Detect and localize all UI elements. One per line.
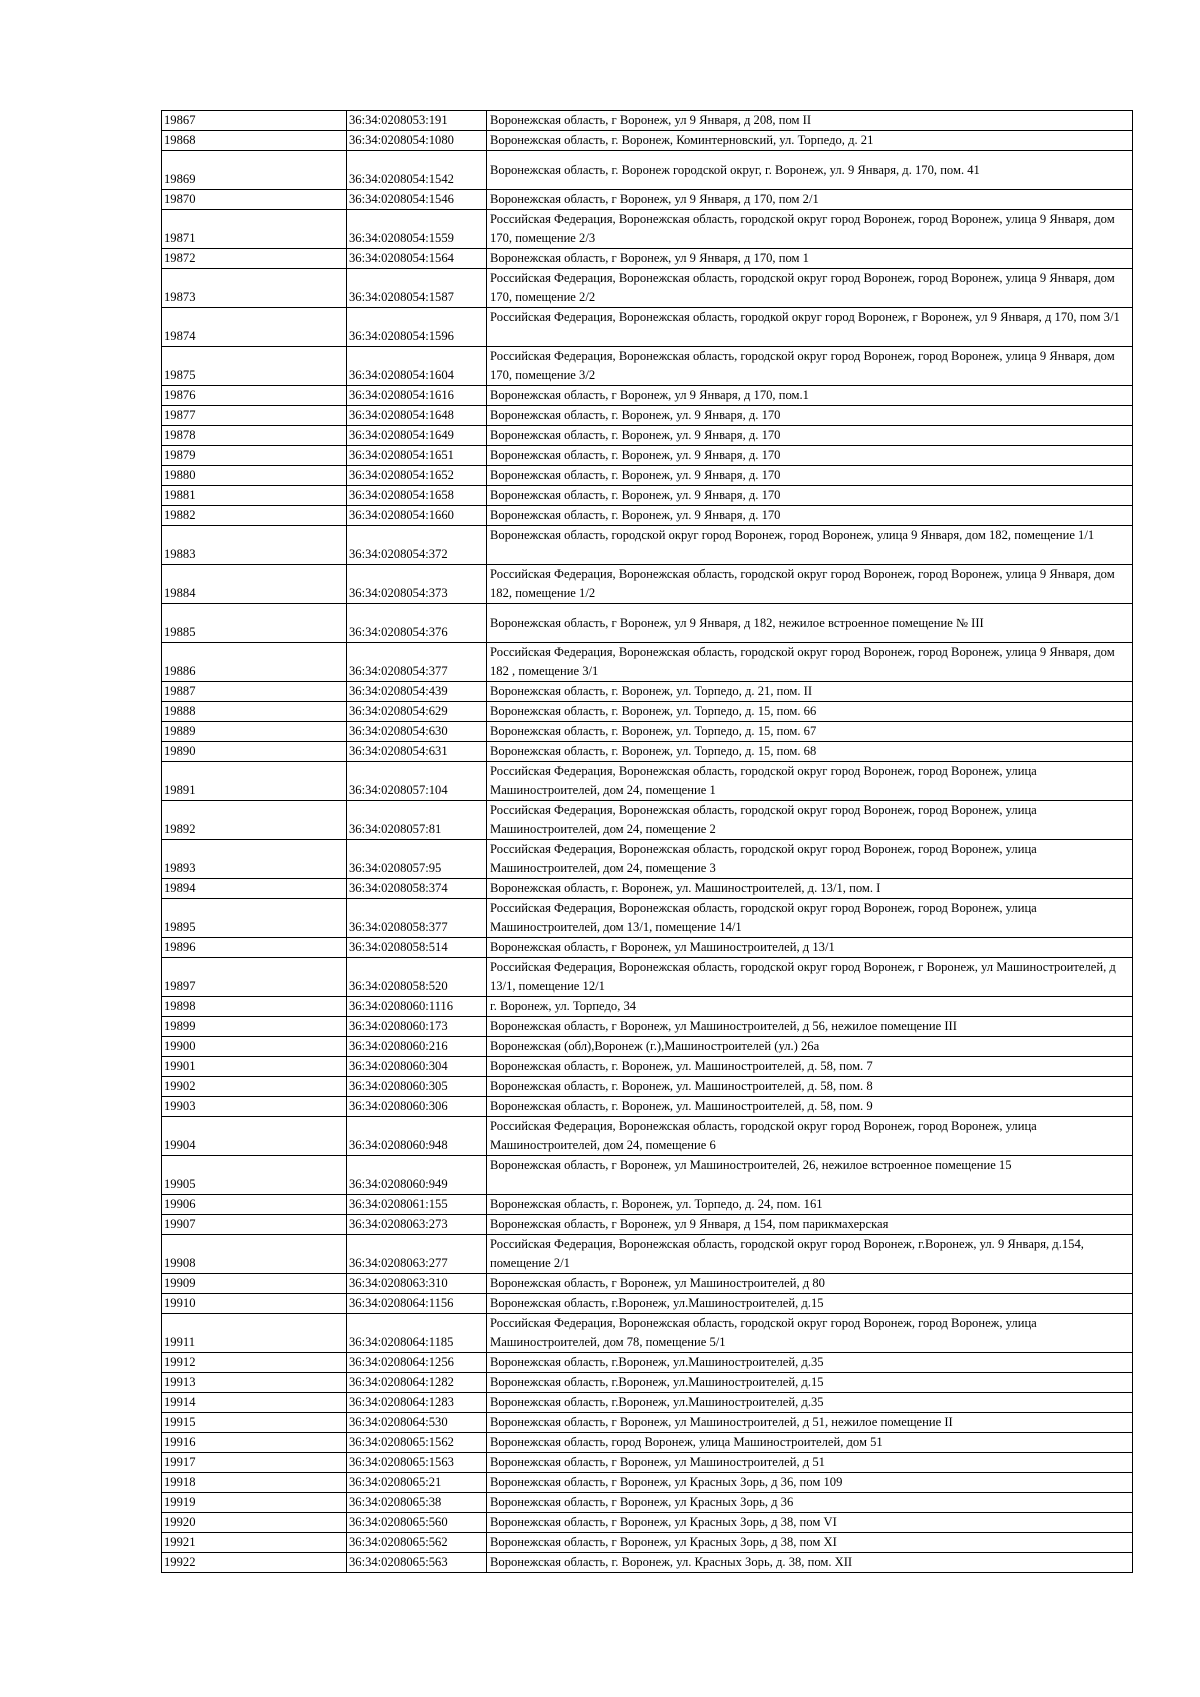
row-number-cell: 19889 <box>162 722 347 742</box>
table-row <box>162 1017 1133 1037</box>
row-number-cell: 19897 <box>162 958 347 997</box>
table-row <box>162 604 1133 643</box>
table-row <box>162 1215 1133 1235</box>
address-cell: Воронежская область, городской округ город Воронеж, город Воронеж, улица 9 Января, дом 182, помещение 1/1 <box>487 526 1133 565</box>
address-cell: Воронежская область, г. Воронеж, Коминтерновский, ул. Торпедо, д. 21 <box>487 131 1133 151</box>
cadastral-number-cell: 36:34:0208053:191 <box>347 111 487 131</box>
address-cell: Российская Федерация, Воронежская область, городской округ город Воронеж, город Воронеж, улица Машиностроителей, дом 24, помещение 6 <box>487 1117 1133 1156</box>
table-row <box>162 1117 1133 1156</box>
address-cell: Воронежская область, г.Воронеж, ул.Машиностроителей, д.15 <box>487 1373 1133 1393</box>
row-number-cell: 19884 <box>162 565 347 604</box>
address-cell: Воронежская область, г. Воронеж, ул. Машиностроителей, д. 58, пом. 9 <box>487 1097 1133 1117</box>
row-number-cell: 19888 <box>162 702 347 722</box>
row-number-cell: 19874 <box>162 308 347 347</box>
cadastral-number-cell: 36:34:0208054:1649 <box>347 426 487 446</box>
address-cell: Воронежская область, г. Воронеж, ул. 9 Января, д. 170 <box>487 486 1133 506</box>
cadastral-number-cell: 36:34:0208064:1282 <box>347 1373 487 1393</box>
address-cell: Российская Федерация, Воронежская область, городской округ город Воронеж, город Воронеж, улица 9 Января, дом 170, помещение 3/2 <box>487 347 1133 386</box>
row-number-cell: 19901 <box>162 1057 347 1077</box>
registry-table <box>161 110 1133 1573</box>
row-number-cell: 19891 <box>162 762 347 801</box>
cadastral-number-cell: 36:34:0208054:1652 <box>347 466 487 486</box>
cadastral-number-cell: 36:34:0208054:1596 <box>347 308 487 347</box>
row-number-cell: 19890 <box>162 742 347 762</box>
table-row <box>162 446 1133 466</box>
row-number-cell: 19902 <box>162 1077 347 1097</box>
row-number-cell: 19922 <box>162 1553 347 1573</box>
row-number-cell: 19886 <box>162 643 347 682</box>
address-cell: Воронежская область, г. Воронеж, ул. 9 Января, д. 170 <box>487 426 1133 446</box>
table-row <box>162 426 1133 446</box>
row-number-cell: 19877 <box>162 406 347 426</box>
table-row <box>162 1353 1133 1373</box>
address-cell: Воронежская область, г. Воронеж, ул. 9 Января, д. 170 <box>487 466 1133 486</box>
address-cell: Воронежская область, г Воронеж, ул Машиностроителей, д 51 <box>487 1453 1133 1473</box>
cadastral-number-cell: 36:34:0208065:21 <box>347 1473 487 1493</box>
cadastral-number-cell: 36:34:0208065:563 <box>347 1553 487 1573</box>
row-number-cell: 19868 <box>162 131 347 151</box>
address-cell: Воронежская область, г. Воронеж, ул. 9 Января, д. 170 <box>487 506 1133 526</box>
row-number-cell: 19881 <box>162 486 347 506</box>
row-number-cell: 19894 <box>162 879 347 899</box>
row-number-cell: 19880 <box>162 466 347 486</box>
cadastral-number-cell: 36:34:0208060:1116 <box>347 997 487 1017</box>
cadastral-number-cell: 36:34:0208063:310 <box>347 1274 487 1294</box>
row-number-cell: 19909 <box>162 1274 347 1294</box>
row-number-cell: 19899 <box>162 1017 347 1037</box>
table-row <box>162 762 1133 801</box>
address-cell: Воронежская область, г Воронеж, ул 9 Января, д 170, пом.1 <box>487 386 1133 406</box>
address-cell: Воронежская область, г Воронеж, ул Машиностроителей, д 13/1 <box>487 938 1133 958</box>
table-row <box>162 1195 1133 1215</box>
cadastral-number-cell: 36:34:0208061:155 <box>347 1195 487 1215</box>
table-row <box>162 938 1133 958</box>
row-number-cell: 19914 <box>162 1393 347 1413</box>
address-cell: Воронежская область, г Воронеж, ул Красных Зорь, д 36 <box>487 1493 1133 1513</box>
table-row <box>162 308 1133 347</box>
row-number-cell: 19920 <box>162 1513 347 1533</box>
table-row <box>162 249 1133 269</box>
cadastral-number-cell: 36:34:0208058:377 <box>347 899 487 938</box>
row-number-cell: 19903 <box>162 1097 347 1117</box>
address-cell: г. Воронеж, ул. Торпедо, 34 <box>487 997 1133 1017</box>
cadastral-number-cell: 36:34:0208065:562 <box>347 1533 487 1553</box>
row-number-cell: 19879 <box>162 446 347 466</box>
cadastral-number-cell: 36:34:0208064:1156 <box>347 1294 487 1314</box>
registry-table-body <box>162 111 1133 1573</box>
cadastral-number-cell: 36:34:0208065:560 <box>347 1513 487 1533</box>
cadastral-number-cell: 36:34:0208054:1604 <box>347 347 487 386</box>
table-row <box>162 565 1133 604</box>
table-row <box>162 1314 1133 1353</box>
cadastral-number-cell: 36:34:0208054:1587 <box>347 269 487 308</box>
table-row <box>162 486 1133 506</box>
address-cell: Воронежская область, г Воронеж, ул Машиностроителей, д 56, нежилое помещение III <box>487 1017 1133 1037</box>
table-row <box>162 643 1133 682</box>
table-row <box>162 131 1133 151</box>
address-cell: Воронежская область, г Воронеж, ул 9 Января, д 170, пом 2/1 <box>487 190 1133 210</box>
address-cell: Воронежская область, г. Воронеж, ул. Красных Зорь, д. 38, пом. XII <box>487 1553 1133 1573</box>
address-cell: Российская Федерация, Воронежская область, городской округ город Воронеж, город Воронеж, улица 9 Января, дом 182, помещение 1/2 <box>487 565 1133 604</box>
table-row <box>162 1553 1133 1573</box>
row-number-cell: 19882 <box>162 506 347 526</box>
row-number-cell: 19908 <box>162 1235 347 1274</box>
address-cell: Воронежская область, г. Воронеж, ул. Машиностроителей, д. 58, пом. 7 <box>487 1057 1133 1077</box>
table-row <box>162 347 1133 386</box>
address-cell: Воронежская область, г Воронеж, ул 9 Января, д 182, нежилое встроенное помещение № III <box>487 604 1133 643</box>
address-cell: Российская Федерация, Воронежская область, городкой округ город Воронеж, г Воронеж, ул 9 Января, д 170, пом 3/1 <box>487 308 1133 347</box>
cadastral-number-cell: 36:34:0208060:306 <box>347 1097 487 1117</box>
cadastral-number-cell: 36:34:0208060:173 <box>347 1017 487 1037</box>
address-cell: Воронежская область, г Воронеж, ул Красных Зорь, д 38, пом XI <box>487 1533 1133 1553</box>
cadastral-number-cell: 36:34:0208058:520 <box>347 958 487 997</box>
table-row <box>162 1156 1133 1195</box>
cadastral-number-cell: 36:34:0208054:376 <box>347 604 487 643</box>
address-cell: Российская Федерация, Воронежская область, городской округ город Воронеж, г Воронеж, ул Машиностроителей, д 13/1, помещение 12/1 <box>487 958 1133 997</box>
address-cell: Воронежская область, г. Воронеж, ул. Торпедо, д. 24, пом. 161 <box>487 1195 1133 1215</box>
table-row <box>162 466 1133 486</box>
cadastral-number-cell: 36:34:0208054:377 <box>347 643 487 682</box>
table-row <box>162 210 1133 249</box>
address-cell: Воронежская область, г. Воронеж, ул. Торпедо, д. 15, пом. 66 <box>487 702 1133 722</box>
table-row <box>162 1513 1133 1533</box>
cadastral-number-cell: 36:34:0208057:81 <box>347 801 487 840</box>
row-number-cell: 19904 <box>162 1117 347 1156</box>
row-number-cell: 19893 <box>162 840 347 879</box>
row-number-cell: 19869 <box>162 151 347 190</box>
cadastral-number-cell: 36:34:0208065:1563 <box>347 1453 487 1473</box>
table-row <box>162 879 1133 899</box>
cadastral-number-cell: 36:34:0208065:1562 <box>347 1433 487 1453</box>
cadastral-number-cell: 36:34:0208054:372 <box>347 526 487 565</box>
cadastral-number-cell: 36:34:0208054:1616 <box>347 386 487 406</box>
address-cell: Российская Федерация, Воронежская область, городской округ город Воронеж, город Воронеж, улица Машиностроителей, дом 24, помещение 1 <box>487 762 1133 801</box>
cadastral-number-cell: 36:34:0208054:1648 <box>347 406 487 426</box>
cadastral-number-cell: 36:34:0208054:1559 <box>347 210 487 249</box>
cadastral-number-cell: 36:34:0208054:1546 <box>347 190 487 210</box>
table-row <box>162 1274 1133 1294</box>
table-row <box>162 722 1133 742</box>
row-number-cell: 19906 <box>162 1195 347 1215</box>
table-row <box>162 1077 1133 1097</box>
cadastral-number-cell: 36:34:0208065:38 <box>347 1493 487 1513</box>
table-row <box>162 1533 1133 1553</box>
row-number-cell: 19912 <box>162 1353 347 1373</box>
cadastral-number-cell: 36:34:0208054:439 <box>347 682 487 702</box>
cadastral-number-cell: 36:34:0208064:1185 <box>347 1314 487 1353</box>
row-number-cell: 19870 <box>162 190 347 210</box>
table-row <box>162 1294 1133 1314</box>
table-row <box>162 958 1133 997</box>
row-number-cell: 19898 <box>162 997 347 1017</box>
address-cell: Воронежская область, г Воронеж, ул Машиностроителей, 26, нежилое встроенное помещение 15 <box>487 1156 1133 1195</box>
cadastral-number-cell: 36:34:0208060:949 <box>347 1156 487 1195</box>
address-cell: Воронежская область, г Воронеж, ул 9 Января, д 154, пом парикмахерская <box>487 1215 1133 1235</box>
address-cell: Российская Федерация, Воронежская область, городской округ город Воронеж, город Воронеж, улица 9 Января, дом 170, помещение 2/3 <box>487 210 1133 249</box>
table-row <box>162 1393 1133 1413</box>
cadastral-number-cell: 36:34:0208058:514 <box>347 938 487 958</box>
cadastral-number-cell: 36:34:0208054:1542 <box>347 151 487 190</box>
table-row <box>162 1373 1133 1393</box>
table-row <box>162 1433 1133 1453</box>
cadastral-number-cell: 36:34:0208060:305 <box>347 1077 487 1097</box>
address-cell: Воронежская область, г.Воронеж, ул.Машиностроителей, д.15 <box>487 1294 1133 1314</box>
table-row <box>162 840 1133 879</box>
cadastral-number-cell: 36:34:0208054:373 <box>347 565 487 604</box>
row-number-cell: 19883 <box>162 526 347 565</box>
cadastral-number-cell: 36:34:0208054:631 <box>347 742 487 762</box>
table-row <box>162 1453 1133 1473</box>
cadastral-number-cell: 36:34:0208064:1283 <box>347 1393 487 1413</box>
address-cell: Российская Федерация, Воронежская область, городской округ город Воронеж, город Воронеж, улица 9 Января, дом 170, помещение 2/2 <box>487 269 1133 308</box>
table-row <box>162 406 1133 426</box>
cadastral-number-cell: 36:34:0208054:1564 <box>347 249 487 269</box>
table-row <box>162 1097 1133 1117</box>
cadastral-number-cell: 36:34:0208054:1651 <box>347 446 487 466</box>
address-cell: Воронежская область, г.Воронеж, ул.Машиностроителей, д.35 <box>487 1353 1133 1373</box>
row-number-cell: 19915 <box>162 1413 347 1433</box>
row-number-cell: 19875 <box>162 347 347 386</box>
table-row <box>162 1057 1133 1077</box>
address-cell: Российская Федерация, Воронежская область, городской округ город Воронеж, г.Воронеж, ул. 9 Января, д.154, помещение 2/1 <box>487 1235 1133 1274</box>
address-cell: Воронежская область, г.Воронеж, ул.Машиностроителей, д.35 <box>487 1393 1133 1413</box>
address-cell: Воронежская область, г Воронеж, ул 9 Января, д 170, пом 1 <box>487 249 1133 269</box>
row-number-cell: 19917 <box>162 1453 347 1473</box>
row-number-cell: 19905 <box>162 1156 347 1195</box>
row-number-cell: 19913 <box>162 1373 347 1393</box>
address-cell: Воронежская область, г Воронеж, ул Машиностроителей, д 51, нежилое помещение II <box>487 1413 1133 1433</box>
cadastral-number-cell: 36:34:0208060:304 <box>347 1057 487 1077</box>
table-row <box>162 1473 1133 1493</box>
cadastral-number-cell: 36:34:0208063:273 <box>347 1215 487 1235</box>
cadastral-number-cell: 36:34:0208058:374 <box>347 879 487 899</box>
table-row <box>162 1037 1133 1057</box>
cadastral-number-cell: 36:34:0208054:1080 <box>347 131 487 151</box>
address-cell: Воронежская область, город Воронеж, улица Машиностроителей, дом 51 <box>487 1433 1133 1453</box>
row-number-cell: 19911 <box>162 1314 347 1353</box>
cadastral-number-cell: 36:34:0208063:277 <box>347 1235 487 1274</box>
cadastral-number-cell: 36:34:0208060:948 <box>347 1117 487 1156</box>
table-row <box>162 682 1133 702</box>
row-number-cell: 19895 <box>162 899 347 938</box>
row-number-cell: 19885 <box>162 604 347 643</box>
row-number-cell: 19872 <box>162 249 347 269</box>
cadastral-number-cell: 36:34:0208054:630 <box>347 722 487 742</box>
row-number-cell: 19921 <box>162 1533 347 1553</box>
table-row <box>162 997 1133 1017</box>
cadastral-number-cell: 36:34:0208054:1658 <box>347 486 487 506</box>
address-cell: Воронежская область, г. Воронеж, ул. Торпедо, д. 15, пом. 68 <box>487 742 1133 762</box>
address-cell: Воронежская область, г Воронеж, ул Красных Зорь, д 38, пом VI <box>487 1513 1133 1533</box>
address-cell: Российская Федерация, Воронежская область, городской округ город Воронеж, город Воронеж, улица 9 Января, дом 182 , помещение 3/1 <box>487 643 1133 682</box>
row-number-cell: 19910 <box>162 1294 347 1314</box>
row-number-cell: 19919 <box>162 1493 347 1513</box>
table-row <box>162 269 1133 308</box>
row-number-cell: 19892 <box>162 801 347 840</box>
address-cell: Воронежская область, г. Воронеж, ул. Машиностроителей, д. 58, пом. 8 <box>487 1077 1133 1097</box>
row-number-cell: 19871 <box>162 210 347 249</box>
address-cell: Воронежская область, г. Воронеж, ул. 9 Января, д. 170 <box>487 446 1133 466</box>
row-number-cell: 19876 <box>162 386 347 406</box>
row-number-cell: 19878 <box>162 426 347 446</box>
row-number-cell: 19896 <box>162 938 347 958</box>
address-cell: Воронежская область, г. Воронеж городской округ, г. Воронеж, ул. 9 Января, д. 170, пом. 41 <box>487 151 1133 190</box>
table-row <box>162 506 1133 526</box>
cadastral-number-cell: 36:34:0208064:1256 <box>347 1353 487 1373</box>
table-row <box>162 899 1133 938</box>
address-cell: Российская Федерация, Воронежская область, городской округ город Воронеж, город Воронеж, улица Машиностроителей, дом 24, помещение 3 <box>487 840 1133 879</box>
table-row <box>162 742 1133 762</box>
row-number-cell: 19900 <box>162 1037 347 1057</box>
table-row <box>162 190 1133 210</box>
row-number-cell: 19887 <box>162 682 347 702</box>
address-cell: Российская Федерация, Воронежская область, городской округ город Воронеж, город Воронеж, улица Машиностроителей, дом 24, помещение 2 <box>487 801 1133 840</box>
address-cell: Российская Федерация, Воронежская область, городской округ город Воронеж, город Воронеж, улица Машиностроителей, дом 78, помещение 5/1 <box>487 1314 1133 1353</box>
address-cell: Воронежская область, г Воронеж, ул Красных Зорь, д 36, пом 109 <box>487 1473 1133 1493</box>
row-number-cell: 19907 <box>162 1215 347 1235</box>
row-number-cell: 19918 <box>162 1473 347 1493</box>
table-row <box>162 386 1133 406</box>
row-number-cell: 19867 <box>162 111 347 131</box>
address-cell: Российская Федерация, Воронежская область, городской округ город Воронеж, город Воронеж, улица Машиностроителей, дом 13/1, помещение 14/1 <box>487 899 1133 938</box>
table-row <box>162 1493 1133 1513</box>
address-cell: Воронежская область, г. Воронеж, ул. Машиностроителей, д. 13/1, пом. I <box>487 879 1133 899</box>
cadastral-number-cell: 36:34:0208057:95 <box>347 840 487 879</box>
address-cell: Воронежская область, г. Воронеж, ул. 9 Января, д. 170 <box>487 406 1133 426</box>
cadastral-number-cell: 36:34:0208064:530 <box>347 1413 487 1433</box>
table-row <box>162 1413 1133 1433</box>
row-number-cell: 19916 <box>162 1433 347 1453</box>
cadastral-number-cell: 36:34:0208054:1660 <box>347 506 487 526</box>
address-cell: Воронежская область, г Воронеж, ул Машиностроителей, д 80 <box>487 1274 1133 1294</box>
table-row <box>162 111 1133 131</box>
address-cell: Воронежская область, г Воронеж, ул 9 Января, д 208, пом II <box>487 111 1133 131</box>
table-row <box>162 801 1133 840</box>
row-number-cell: 19873 <box>162 269 347 308</box>
address-cell: Воронежская (обл),Воронеж (г.),Машиностроителей (ул.) 26а <box>487 1037 1133 1057</box>
table-row <box>162 151 1133 190</box>
cadastral-number-cell: 36:34:0208054:629 <box>347 702 487 722</box>
address-cell: Воронежская область, г. Воронеж, ул. Торпедо, д. 15, пом. 67 <box>487 722 1133 742</box>
table-row <box>162 1235 1133 1274</box>
address-cell: Воронежская область, г. Воронеж, ул. Торпедо, д. 21, пом. II <box>487 682 1133 702</box>
cadastral-number-cell: 36:34:0208060:216 <box>347 1037 487 1057</box>
table-row <box>162 702 1133 722</box>
table-row <box>162 526 1133 565</box>
cadastral-number-cell: 36:34:0208057:104 <box>347 762 487 801</box>
